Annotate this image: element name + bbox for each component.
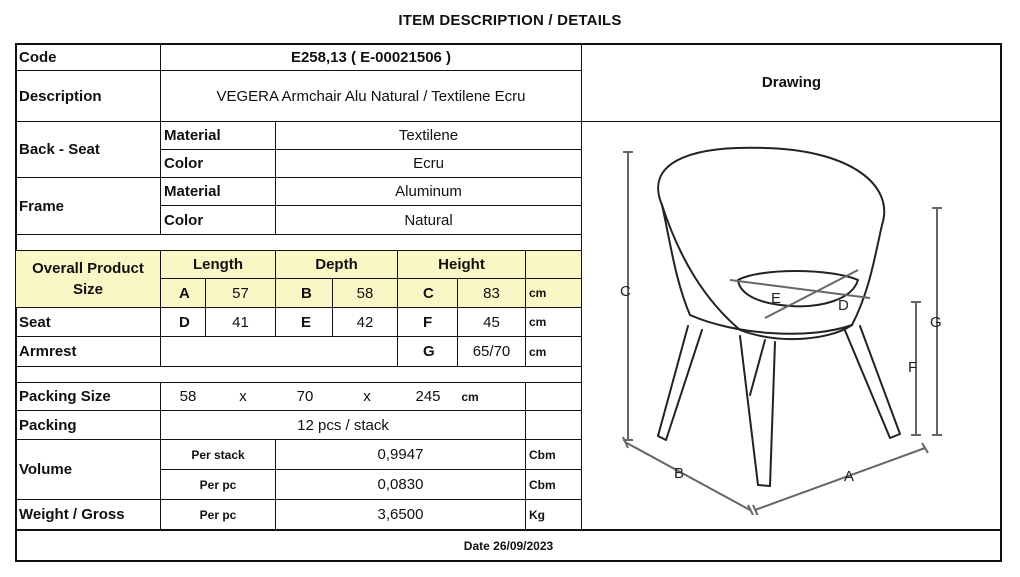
date-footer: Date 26/09/2023 — [15, 529, 1002, 562]
dim-value-e: 42 — [332, 307, 398, 337]
volume-per-stack-label: Per stack — [160, 439, 276, 470]
chair-leg-back — [740, 336, 775, 486]
dim-line-a — [753, 443, 928, 515]
dim-value-d: 41 — [205, 307, 276, 337]
drawing-label-e: E — [771, 290, 782, 307]
dim-letter-b: B — [275, 278, 333, 308]
drawing-label-c: C — [620, 283, 631, 300]
volume-per-pc-value: 0,0830 — [275, 469, 526, 500]
dim-letter-e: E — [275, 307, 333, 337]
packing-size-x1: x — [239, 388, 247, 405]
description-label: Description — [15, 70, 161, 122]
dim-value-g: 65/70 — [457, 336, 526, 367]
packing-size-blank — [525, 382, 582, 411]
volume-per-pc-label: Per pc — [160, 469, 276, 500]
seat-label: Seat — [15, 307, 161, 337]
drawing-label-a: A — [844, 468, 855, 485]
depth-header: Depth — [275, 250, 398, 279]
packing-size-unit: cm — [461, 389, 479, 404]
weight-label: Weight / Gross — [15, 499, 161, 530]
packing-size-v1: 58 — [179, 388, 197, 405]
chair-leg-back-2 — [750, 340, 765, 395]
chair-drawing — [590, 130, 995, 515]
overall-size-label: Overall Product Size — [15, 250, 161, 308]
height-header: Height — [397, 250, 526, 279]
back-seat-material-label: Material — [160, 121, 276, 150]
volume-label: Volume — [15, 439, 161, 500]
description-value: VEGERA Armchair Alu Natural / Textilene Ecru — [160, 70, 582, 122]
drawing-label-b: B — [674, 465, 685, 482]
armrest-label: Armrest — [15, 336, 161, 367]
dim-letter-d: D — [160, 307, 206, 337]
dim-unit-overall: cm — [525, 278, 582, 308]
weight-per-pc-label: Per pc — [160, 499, 276, 530]
packing-size-v2: 70 — [296, 388, 314, 405]
page-title: ITEM DESCRIPTION / DETAILS — [398, 12, 622, 29]
weight-value: 3,6500 — [275, 499, 526, 530]
weight-unit: Kg — [525, 499, 582, 530]
packing-blank — [525, 410, 582, 440]
dim-letter-g: G — [397, 336, 458, 367]
volume-per-pc-unit: Cbm — [525, 469, 582, 500]
back-seat-color-value: Ecru — [275, 149, 582, 178]
drawing-label-d: D — [838, 297, 849, 314]
volume-per-stack-unit: Cbm — [525, 439, 582, 470]
dim-line-b — [623, 437, 753, 515]
drawing-label-g: G — [930, 314, 942, 331]
height-header-blank — [525, 250, 582, 279]
packing-label: Packing — [15, 410, 161, 440]
code-label: Code — [15, 43, 161, 71]
length-header: Length — [160, 250, 276, 279]
dim-letter-a: A — [160, 278, 206, 308]
dim-value-c: 83 — [457, 278, 526, 308]
frame-color-value: Natural — [275, 205, 582, 235]
drawing-label-f: F — [908, 359, 918, 376]
spacer-row-2 — [15, 366, 582, 383]
frame-material-label: Material — [160, 177, 276, 206]
dim-unit-armrest: cm — [525, 336, 582, 367]
dim-value-a: 57 — [205, 278, 276, 308]
dim-unit-seat: cm — [525, 307, 582, 337]
armrest-blank — [160, 336, 398, 367]
dim-line-e — [730, 280, 870, 298]
dim-letter-c: C — [397, 278, 458, 308]
dim-letter-f: F — [397, 307, 458, 337]
dim-value-f: 45 — [457, 307, 526, 337]
volume-per-stack-value: 0,9947 — [275, 439, 526, 470]
drawing-header: Drawing — [581, 43, 1002, 122]
frame-material-value: Aluminum — [275, 177, 582, 206]
code-value: E258,13 ( E-00021506 ) — [160, 43, 582, 71]
packing-size-label: Packing Size — [15, 382, 161, 411]
chair-leg-front-right — [844, 326, 900, 438]
packing-size-x2: x — [363, 388, 371, 405]
packing-value: 12 pcs / stack — [160, 410, 526, 440]
frame-label: Frame — [15, 177, 161, 235]
back-seat-material-value: Textilene — [275, 121, 582, 150]
frame-color-label: Color — [160, 205, 276, 235]
packing-size-v3: 245 — [415, 388, 441, 405]
back-seat-label: Back - Seat — [15, 121, 161, 178]
chair-leg-front-left — [658, 326, 702, 440]
back-seat-color-label: Color — [160, 149, 276, 178]
dim-value-b: 58 — [332, 278, 398, 308]
spacer-row — [15, 234, 582, 251]
